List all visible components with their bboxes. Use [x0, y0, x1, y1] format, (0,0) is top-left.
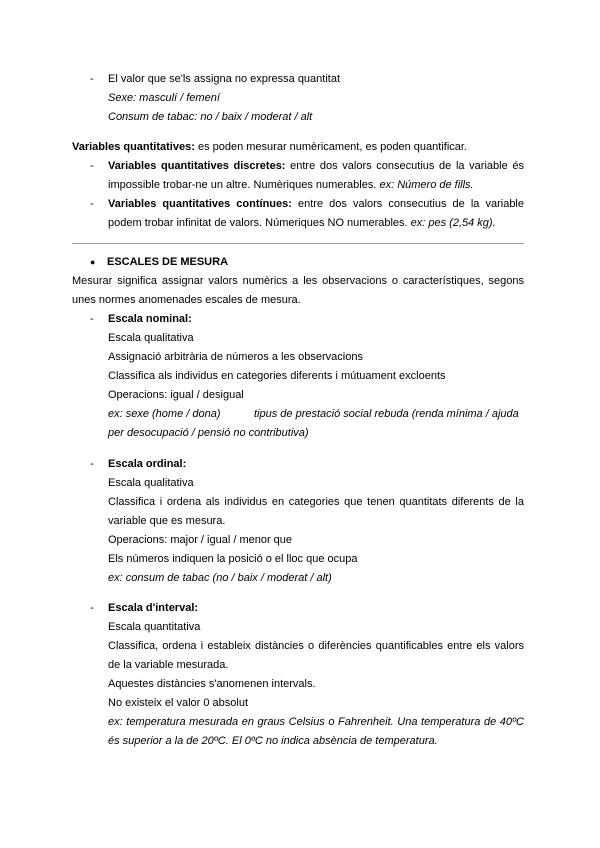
interval-line: Classifica, ordena i estableix distàncies o diferències quantificables entre els valors [108, 640, 524, 652]
continuous-title: Variables quantitatives contínues: [108, 198, 292, 210]
list-dash: - [90, 198, 94, 210]
continuous-desc-2: podem trobar infinitat de valors. Númeriques NO numerables. [108, 217, 411, 229]
list-dash: - [90, 313, 94, 325]
nominal-line: Classifica als individus en categories diferents i mútuament excloents [108, 370, 446, 382]
continuous-line2 [108, 216, 496, 230]
continuous-example: ex: pes (2,54 kg). [410, 217, 496, 229]
scales-heading: ESCALES DE MESURA [107, 256, 229, 268]
interval-line: Aquestes distàncies s'anomenen intervals. [108, 678, 316, 690]
nominal-line: Assignació arbitrària de números a les observacions [108, 351, 363, 363]
quant-title: Variables quantitatives: [72, 141, 195, 153]
ordinal-line: variable que es mesura. [108, 515, 226, 527]
list-dash: - [90, 602, 94, 614]
ordinal-line: Escala qualitativa [108, 477, 194, 489]
interval-title: Escala d'interval: [108, 602, 199, 614]
scales-intro-2: unes normes anomenades escales de mesura. [72, 294, 301, 306]
intro-line: El valor que se'ls assigna no expressa quantitat [108, 73, 341, 85]
nominal-example-a: ex: sexe (home / dona) [108, 408, 221, 420]
intro-example-sex: Sexe: masculí / femení [108, 92, 220, 104]
ordinal-title: Escala ordinal: [108, 458, 187, 470]
interval-line: de la variable mesurada. [108, 659, 229, 671]
nominal-title: Escala nominal: [108, 313, 192, 325]
discrete-line2 [108, 178, 474, 192]
interval-example-2: és superior a la de 20ºC. El 0ºC no indica absència de temperatura. [108, 735, 438, 747]
discrete-desc: entre dos valors consecutius de la variable és [285, 160, 524, 172]
ordinal-example: ex: consum de tabac (no / baix / moderat / alt) [108, 572, 332, 584]
intro-example-tobacco: Consum de tabac: no / baix / moderat / alt [108, 111, 313, 123]
list-dash: - [90, 160, 94, 172]
interval-line: No existeix el valor 0 absolut [108, 697, 249, 709]
nominal-example-b: tipus de prestació social rebuda (renda mínima / ajuda [254, 408, 519, 420]
list-dash: - [90, 458, 94, 470]
bullet-dot-icon: ● [90, 257, 96, 267]
horizontal-divider [72, 243, 524, 244]
interval-line: Escala quantitativa [108, 621, 201, 633]
discrete-example: ex: Número de fills. [379, 179, 474, 191]
nominal-line: Operacions: igual / desigual [108, 389, 244, 401]
continuous-desc: entre dos valors consecutius de la variable [291, 198, 524, 210]
discrete-title: Variables quantitatives discretes: [108, 160, 286, 172]
quant-desc: es poden mesurar numèricament, es poden quantificar. [194, 141, 467, 153]
nominal-example-c: per desocupació / pensió no contributiva) [108, 427, 309, 439]
interval-example-1: ex: temperatura mesurada en graus Celsius o Fahrenheit. Una temperatura de 40ºC [108, 716, 524, 728]
discrete-desc-2: impossible trobar-ne un altre. Numèriques numerables. [108, 179, 380, 191]
ordinal-line: Els números indiquen la posició o el lloc que ocupa [108, 553, 358, 565]
nominal-line: Escala qualitativa [108, 332, 194, 344]
ordinal-line: Operacions: major / igual / menor que [108, 534, 293, 546]
scales-intro-1: Mesurar significa assignar valors numèrics a les observacions o característiques, segons [72, 275, 524, 287]
discrete-line1 [108, 159, 524, 173]
continuous-line1 [108, 197, 524, 211]
list-dash: - [90, 73, 94, 85]
quant-definition [72, 140, 467, 154]
ordinal-line: Classifica i ordena als individus en categories que tenen quantitats diferents de la [108, 496, 524, 508]
